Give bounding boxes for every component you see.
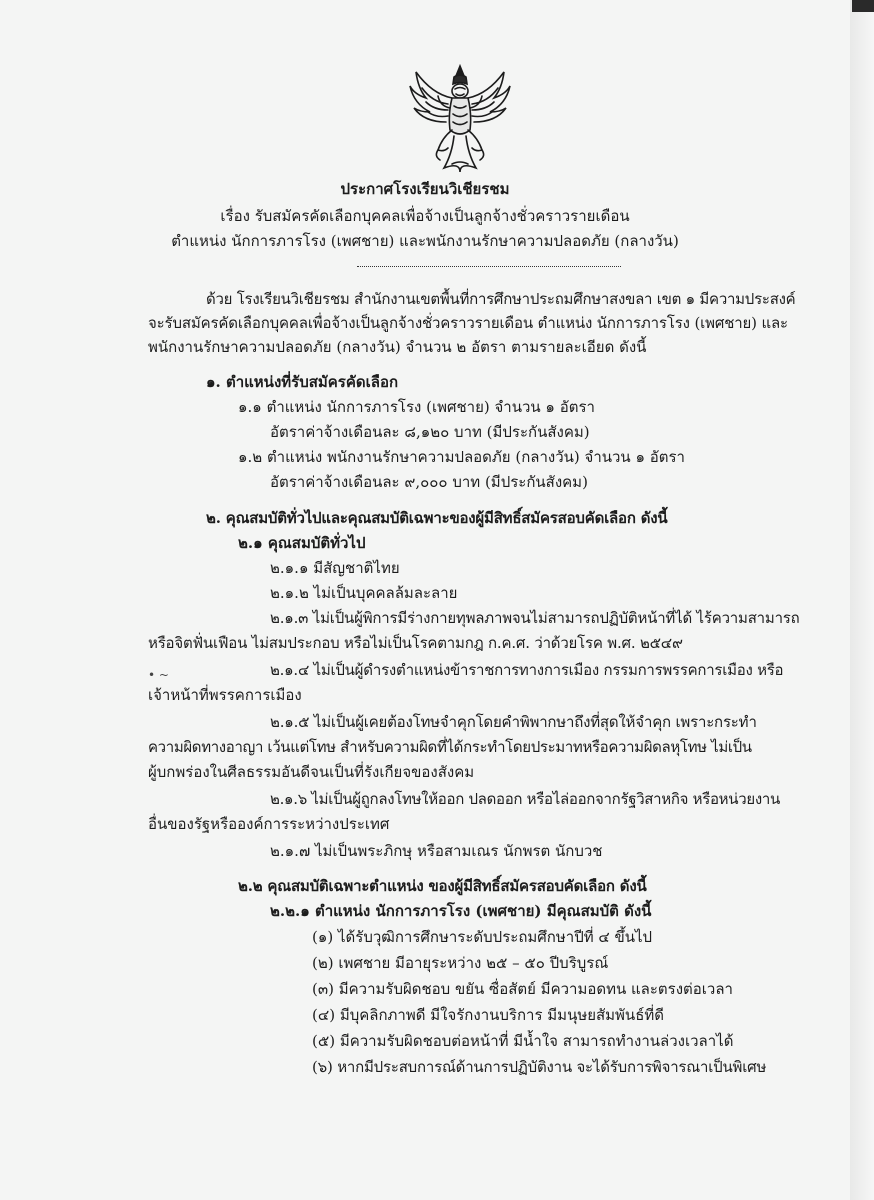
- divider-dotted-line: [357, 266, 621, 267]
- janitor-qualification-6: (๖) หากมีประสบการณ์ด้านการปฏิบัติงาน จะได้รับการพิจารณาเป็นพิเศษ: [312, 1058, 767, 1076]
- intro-line-1: ด้วย โรงเรียนวิเชียรชม สำนักงานเขตพื้นที่การศึกษาประถมศึกษาสงขลา เขต ๑ มีความประสงค์: [206, 290, 796, 308]
- janitor-qualification-4: (๔) มีบุคลิกภาพดี มีใจรักงานบริการ มีมนุษยสัมพันธ์ที่ดี: [312, 1006, 664, 1024]
- qualification-2-1-6-line-1: ๒.๑.๖ ไม่เป็นผู้ถูกลงโทษให้ออก ปลดออก หรือไล่ออกจากรัฐวิสาหกิจ หรือหน่วยงาน: [270, 790, 780, 808]
- janitor-qualifications-heading: ๒.๒.๑ ตำแหน่ง นักการภารโรง (เพศชาย) มีคุณสมบัติ ดังนี้: [270, 902, 652, 920]
- qualification-2-1-1: ๒.๑.๑ มีสัญชาติไทย: [270, 559, 400, 577]
- qualification-2-1-6-line-2: อื่นของรัฐหรือองค์การระหว่างประเทศ: [148, 815, 390, 833]
- qualification-2-1-3-line-2: หรือจิตฟั่นเฟือน ไม่สมประกอบ หรือไม่เป็นโรคตามกฎ ก.ค.ศ. ว่าด้วยโรค พ.ศ. ๒๕๔๙: [148, 634, 683, 652]
- qualification-2-1-4-line-1: ๒.๑.๔ ไม่เป็นผู้ดำรงตำแหน่งข้าราชการทางการเมือง กรรมการพรรคการเมือง หรือ: [270, 661, 784, 679]
- qualification-2-1-5-line-1: ๒.๑.๕ ไม่เป็นผู้เคยต้องโทษจำคุกโดยคำพิพากษาถึงที่สุดให้จำคุก เพราะกระทำ: [270, 713, 757, 731]
- janitor-qualification-2: (๒) เพศชาย มีอายุระหว่าง ๒๕ – ๕๐ ปีบริบูรณ์: [312, 954, 609, 972]
- section-1-heading: ๑. ตำแหน่งที่รับสมัครคัดเลือก: [206, 373, 399, 391]
- position-1-2-pay: อัตราค่าจ้างเดือนละ ๙,๐๐๐ บาท (มีประกันสังคม): [270, 473, 588, 491]
- qualification-2-1-3-line-1: ๒.๑.๓ ไม่เป็นผู้พิการมีร่างกายทุพลภาพจนไม่สามารถปฏิบัติหน้าที่ได้ ไร้ความสามารถ: [270, 609, 800, 627]
- general-qualifications-heading: ๒.๑ คุณสมบัติทั่วไป: [238, 534, 366, 552]
- garuda-emblem-icon: [408, 64, 512, 176]
- announcement-positions: ตำแหน่ง นักการภารโรง (เพศชาย) และพนักงานรักษาความปลอดภัย (กลางวัน): [171, 232, 679, 250]
- janitor-qualification-5: (๕) มีความรับผิดชอบต่อหน้าที่ มีน้ำใจ สามารถทำงานล่วงเวลาได้: [312, 1032, 734, 1050]
- announcement-subject: เรื่อง รับสมัครคัดเลือกบุคคลเพื่อจ้างเป็นลูกจ้างชั่วคราวรายเดือน: [220, 207, 630, 225]
- scan-corner-mark: [852, 0, 874, 12]
- announcement-title: ประกาศโรงเรียนวิเชียรชม: [340, 180, 510, 198]
- intro-line-3: พนักงานรักษาความปลอดภัย (กลางวัน) จำนวน ๒ อัตรา ตามรายละเอียด ดังนี้: [148, 338, 647, 356]
- position-1-2: ๑.๒ ตำแหน่ง พนักงานรักษาความปลอดภัย (กลางวัน) จำนวน ๑ อัตรา: [238, 448, 685, 466]
- janitor-qualification-3: (๓) มีความรับผิดชอบ ขยัน ซื่อสัตย์ มีความอดทน และตรงต่อเวลา: [312, 980, 733, 998]
- intro-line-2: จะรับสมัครคัดเลือกบุคคลเพื่อจ้างเป็นลูกจ้างชั่วคราวรายเดือน ตำแหน่ง นักการภารโรง (เพศชาย) และ: [148, 314, 788, 332]
- qualification-2-1-7: ๒.๑.๗ ไม่เป็นพระภิกษุ หรือสามเณร นักพรต นักบวช: [270, 842, 603, 860]
- scan-margin: [850, 0, 874, 1200]
- janitor-qualification-1: (๑) ได้รับวุฒิการศึกษาระดับประถมศึกษาปีที่ ๔ ขึ้นไป: [312, 928, 653, 946]
- scan-speck: • ~: [148, 668, 169, 682]
- qualification-2-1-4-line-2: เจ้าหน้าที่พรรคการเมือง: [148, 686, 302, 704]
- position-1-1: ๑.๑ ตำแหน่ง นักการภารโรง (เพศชาย) จำนวน ๑ อัตรา: [238, 398, 595, 416]
- qualification-2-1-2: ๒.๑.๒ ไม่เป็นบุคคลล้มละลาย: [270, 584, 458, 602]
- qualification-2-1-5-line-3: ผู้บกพร่องในศีลธรรมอันดีจนเป็นที่รังเกียจของสังคม: [148, 763, 475, 781]
- specific-qualifications-heading: ๒.๒ คุณสมบัติเฉพาะตำแหน่ง ของผู้มีสิทธิ์สมัครสอบคัดเลือก ดังนี้: [238, 877, 647, 895]
- section-2-heading: ๒. คุณสมบัติทั่วไปและคุณสมบัติเฉพาะของผู้มีสิทธิ์สมัครสอบคัดเลือก ดังนี้: [206, 509, 668, 527]
- qualification-2-1-5-line-2: ความผิดทางอาญา เว้นแต่โทษ สำหรับความผิดที่ได้กระทำโดยประมาทหรือความผิดลหุโทษ ไม่เป็น: [148, 738, 752, 756]
- position-1-1-pay: อัตราค่าจ้างเดือนละ ๘,๑๒๐ บาท (มีประกันสังคม): [270, 423, 590, 441]
